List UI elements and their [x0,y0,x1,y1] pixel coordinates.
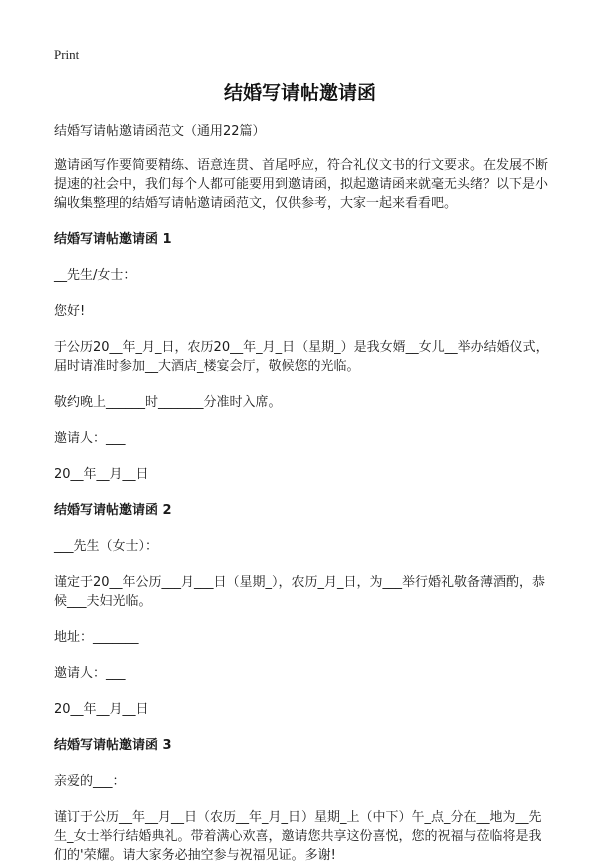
date-2: 20__年__月__日 [54,702,149,717]
greeting-2: ___先生（女士）： [54,539,159,554]
time-line-1: 敬约晚上______时_______分准时入席。 [54,395,282,410]
print-link[interactable]: Print [54,47,80,62]
document-subtitle: 结婚写请帖邀请函范文（通用22篇） [54,124,266,139]
salutation-1: 您好! [54,304,86,319]
address-2: 地址：_______ [54,630,139,645]
section-heading-1: 结婚写请帖邀请函 1 [54,232,172,247]
document-title: 结婚写请帖邀请函 [223,82,376,104]
greeting-1: __先生/女士： [54,268,137,283]
section-heading-3: 结婚写请帖邀请函 3 [54,738,172,753]
body-paragraph-2: 谨定于20__年公历___月___日（星期_），农历_月_日，为___举行婚礼敬备薄酒酌，恭候___夫妇光临。 [54,575,546,609]
inviter-2: 邀请人：___ [54,666,126,681]
inviter-1: 邀请人：___ [54,431,126,446]
section-heading-2: 结婚写请帖邀请函 2 [54,503,172,518]
intro-paragraph: 邀请函写作要简要精练、语意连贯、首尾呼应，符合礼仪文书的行文要求。在发展不断提速的社会中，我们每个人都可能要用到邀请函，拟起邀请函来就毫无头绪？以下是小编收集整理的结婚写请帖邀请函范文，仅供参考，大家一起来看看吧。 [54,158,549,211]
body-paragraph-3: 谨订于公历__年__月__日（农历__年_月_日）星期_上（中下）午_点_分在__地为__先生_女士举行结婚典礼。带着满心欢喜，邀请您共享这份喜悦，您的祝福与莅临将是我们的'荣耀。请大家务必抽空参与祝福见证。多谢! [54,810,542,863]
body-paragraph-1: 于公历20__年_月_日，农历20__年_月_日（星期_）是我女婿__女儿__举办结婚仪式，届时请准时参加__大酒店_楼宴会厅，敬候您的光临。 [54,340,549,374]
date-1: 20__年__月__日 [54,467,149,482]
greeting-3: 亲爱的___： [54,774,126,789]
document-body [54,122,550,865]
